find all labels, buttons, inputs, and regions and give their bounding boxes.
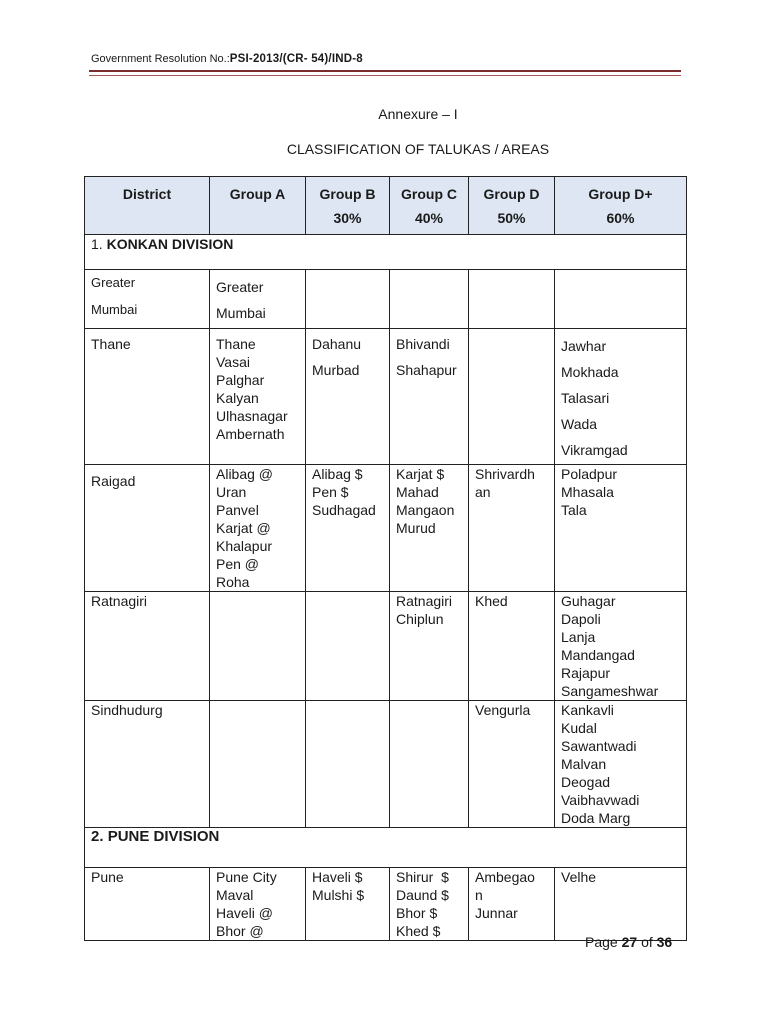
- group-c-cell: Shirur $ Daund $ Bhor $ Khed $: [390, 868, 469, 941]
- table-row-raigad: [85, 465, 687, 592]
- header-group-a: Group A: [210, 177, 306, 235]
- group-a-cell: Pune City Maval Haveli @ Bhor @: [210, 868, 306, 941]
- header-district: District: [85, 177, 210, 235]
- gr-number: PSI-2013/(CR- 54)/IND-8: [229, 53, 363, 65]
- group-b-cell: Haveli $ Mulshi $: [306, 868, 390, 941]
- page-number: Page 27 of 36: [585, 934, 673, 950]
- division-label: 2. PUNE DIVISION: [85, 828, 687, 868]
- group-b-cell: Dahanu Murbad: [306, 329, 390, 465]
- group-d-cell: Khed: [469, 592, 555, 701]
- table-header-row: [85, 177, 687, 235]
- group-a-cell: [210, 701, 306, 828]
- district-cell: Raigad: [85, 465, 210, 592]
- district-cell: Sindhudurg: [85, 701, 210, 828]
- district-cell: Thane: [85, 329, 210, 465]
- header-rule-thick: [89, 70, 681, 72]
- group-b-cell: [306, 592, 390, 701]
- table-row-greater-mumbai: [85, 270, 687, 329]
- group-dplus-cell: Guhagar Dapoli Lanja Mandangad Rajapur Sangameshwar: [555, 592, 687, 701]
- group-dplus-cell: Kankavli Kudal Sawantwadi Malvan Deogad Vaibhavwadi Doda Marg: [555, 701, 687, 828]
- group-a-cell: [210, 592, 306, 701]
- header-group-dplus: Group D+ 60%: [555, 177, 687, 235]
- header-group-c: Group C 40%: [390, 177, 469, 235]
- group-a-cell: Greater Mumbai: [210, 270, 306, 329]
- division-row-konkan: [85, 235, 687, 270]
- table-row-ratnagiri: [85, 592, 687, 701]
- group-c-cell: [390, 701, 469, 828]
- header-group-d: Group D 50%: [469, 177, 555, 235]
- group-b-cell: [306, 270, 390, 329]
- division-row-pune: [85, 828, 687, 868]
- annexure-title: Annexure – I: [378, 106, 458, 122]
- district-cell: Greater Mumbai: [85, 270, 210, 329]
- group-d-cell: [469, 329, 555, 465]
- group-a-cell: Alibag @ Uran Panvel Karjat @ Khalapur Pen @ Roha: [210, 465, 306, 592]
- table-row-pune: [85, 868, 687, 941]
- group-c-cell: [390, 270, 469, 329]
- classification-table: [84, 176, 687, 941]
- district-cell: Ratnagiri: [85, 592, 210, 701]
- group-dplus-cell: Poladpur Mhasala Tala: [555, 465, 687, 592]
- document-header: [91, 53, 363, 65]
- classification-heading: CLASSIFICATION OF TALUKAS / AREAS: [286, 141, 550, 157]
- group-dplus-cell: [555, 270, 687, 329]
- group-c-cell: Bhivandi Shahapur: [390, 329, 469, 465]
- header-group-b: Group B 30%: [306, 177, 390, 235]
- group-b-cell: [306, 701, 390, 828]
- header-prefix: Government Resolution No.:: [91, 53, 230, 65]
- group-c-cell: Karjat $ Mahad Mangaon Murud: [390, 465, 469, 592]
- division-label: 1. KONKAN DIVISION: [85, 235, 687, 270]
- group-dplus-cell: Jawhar Mokhada Talasari Wada Vikramgad: [555, 329, 687, 465]
- table-row-thane: [85, 329, 687, 465]
- header-rule-thin: [89, 75, 681, 76]
- table-row-sindhudurg: [85, 701, 687, 828]
- group-d-cell: Vengurla: [469, 701, 555, 828]
- group-d-cell: Shrivardh an: [469, 465, 555, 592]
- group-d-cell: Ambegao n Junnar: [469, 868, 555, 941]
- group-b-cell: Alibag $ Pen $ Sudhagad: [306, 465, 390, 592]
- district-cell: Pune: [85, 868, 210, 941]
- group-d-cell: [469, 270, 555, 329]
- group-a-cell: Thane Vasai Palghar Kalyan Ulhasnagar Ambernath: [210, 329, 306, 465]
- group-dplus-cell: Velhe: [555, 868, 687, 941]
- group-c-cell: Ratnagiri Chiplun: [390, 592, 469, 701]
